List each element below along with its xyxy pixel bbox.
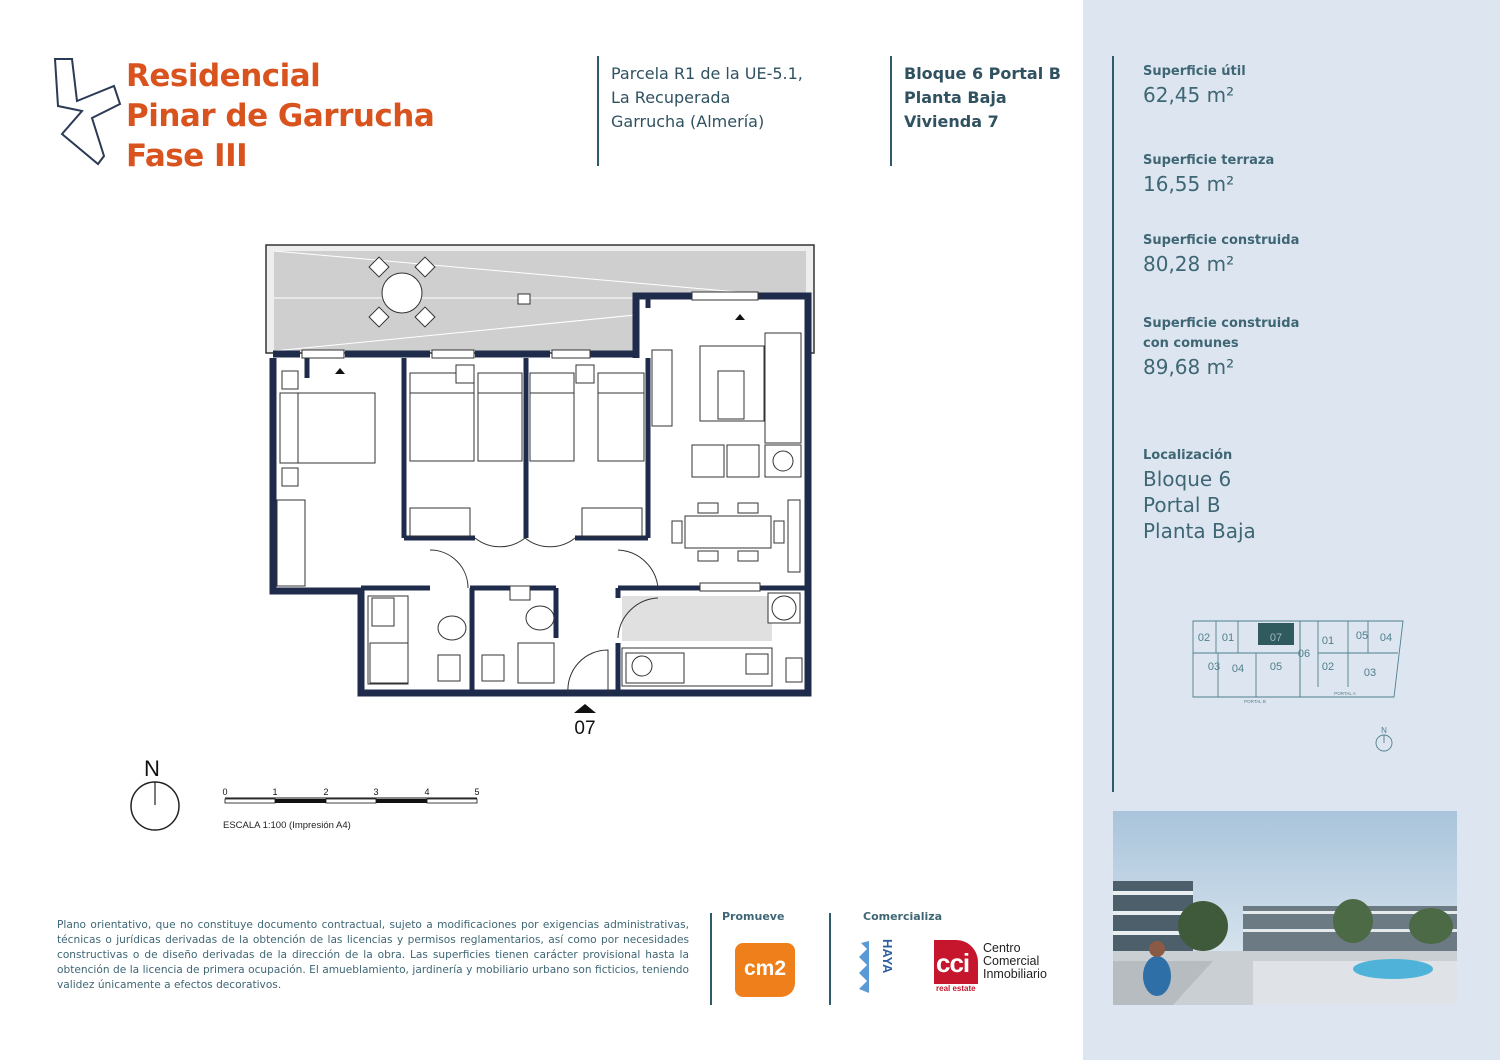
address-line-2: La Recuperada <box>611 88 731 107</box>
cci-logo-text: cci <box>936 948 970 978</box>
title-line-2: Pinar de Garrucha <box>126 98 435 134</box>
scale-tick-3: 3 <box>373 787 379 797</box>
address-block <box>611 62 803 134</box>
stat-superficie-terraza <box>1143 151 1274 197</box>
footer-divider-2 <box>829 913 831 1005</box>
key-plan-label: 05 <box>1269 661 1283 673</box>
key-plan-label: 03 <box>1207 661 1221 673</box>
cci-name-line-2: Comercial <box>983 954 1040 968</box>
key-plan-north-label: N <box>1381 726 1387 735</box>
cm2-logo <box>735 943 795 997</box>
key-plan-label: 05 <box>1355 630 1369 642</box>
building-rendering-image <box>1113 811 1457 1005</box>
location-label: Localización <box>1143 448 1233 463</box>
key-plan-label: 04 <box>1231 663 1245 675</box>
cci-company-name <box>983 942 1047 981</box>
key-plan-label: 03 <box>1363 667 1377 679</box>
unit-line-3: Vivienda 7 <box>904 112 999 131</box>
unit-block <box>904 62 1061 134</box>
cci-name-line-1: Centro <box>983 941 1021 955</box>
location-line-2: Portal B <box>1143 493 1221 517</box>
location-line-1: Bloque 6 <box>1143 467 1232 491</box>
scale-bar <box>218 784 488 834</box>
stat-superficie-util <box>1143 62 1246 108</box>
key-plan-label-current: 07 <box>1269 632 1283 644</box>
project-title <box>126 56 434 176</box>
cci-name-line-3: Inmobiliario <box>983 967 1047 981</box>
portal-a-label: PORTAL A <box>1334 691 1356 696</box>
floor-plan <box>260 238 820 748</box>
unit-line-1: Bloque 6 Portal B <box>904 64 1061 83</box>
title-line-1: Residencial <box>126 58 321 94</box>
stat-label: Superficie útil <box>1143 64 1246 79</box>
cci-logo-subtext: real estate <box>936 984 976 993</box>
stat-value: 80,28 m² <box>1143 252 1235 276</box>
cm2-logo-text: cm2 <box>743 957 787 980</box>
north-arrow <box>125 755 185 835</box>
scale-tick-1: 1 <box>272 787 278 797</box>
stat-superficie-construida-comunes <box>1143 314 1299 380</box>
title-line-3: Fase III <box>126 138 248 174</box>
stat-label: Superficie terraza <box>1143 153 1275 168</box>
right-panel-divider <box>1112 56 1114 792</box>
location-block <box>1143 446 1256 544</box>
scale-tick-2: 2 <box>323 787 329 797</box>
key-plan-label: 02 <box>1321 661 1335 673</box>
north-label: N <box>144 756 160 781</box>
stat-value: 16,55 m² <box>1143 172 1235 196</box>
divider-1 <box>597 56 599 166</box>
promueve-label: Promueve <box>722 910 785 923</box>
cci-logo <box>934 940 980 992</box>
stat-label-2: con comunes <box>1143 336 1239 351</box>
stat-value: 89,68 m² <box>1143 355 1235 379</box>
key-plan-label: 01 <box>1221 632 1235 644</box>
key-plan-label: 02 <box>1197 632 1211 644</box>
footer-divider-1 <box>710 913 712 1005</box>
location-line-3: Planta Baja <box>1143 519 1256 543</box>
scale-label: ESCALA 1:100 (Impresión A4) <box>223 820 351 831</box>
scale-tick-5: 5 <box>474 787 480 797</box>
haya-logo-text: HAYA <box>880 939 895 974</box>
key-plan-label: 01 <box>1321 635 1335 647</box>
brand-logo-mark <box>52 56 124 168</box>
key-plan-label: 06 <box>1297 648 1311 660</box>
address-line-1: Parcela R1 de la UE-5.1, <box>611 64 803 83</box>
haya-logo <box>855 935 895 997</box>
unit-number-label: 07 <box>574 718 596 739</box>
stat-value: 62,45 m² <box>1143 83 1235 107</box>
comercializa-label: Comercializa <box>863 910 943 923</box>
key-plan-label: 04 <box>1379 632 1393 644</box>
disclaimer-text: Plano orientativo, que no constituye documento contractual, sujeto a modificaciones por exigencias administrativas, técnicas o jurídicas derivadas de la obtención de las licencias y permisos reglamentarios, así como por necesidades constructivas o de diseño derivadas de la dirección de la obra. Las superficies tienen carácter provisional hasta la obtención de la licencia de primera ocupación. El amueblamiento, jardinería y mobiliario urbano son ficticios, teniendo validez únicamente a efectos decorativos. <box>57 919 689 991</box>
stat-label: Superficie construida <box>1143 316 1300 331</box>
scale-tick-0: 0 <box>222 787 228 797</box>
stat-label: Superficie construida <box>1143 233 1300 248</box>
unit-line-2: Planta Baja <box>904 88 1007 107</box>
key-plan <box>1188 617 1408 757</box>
stat-superficie-construida <box>1143 231 1299 277</box>
scale-tick-4: 4 <box>424 787 430 797</box>
divider-2 <box>890 56 892 166</box>
portal-b-label: PORTAL B <box>1244 699 1266 704</box>
address-line-3: Garrucha (Almería) <box>611 112 765 131</box>
